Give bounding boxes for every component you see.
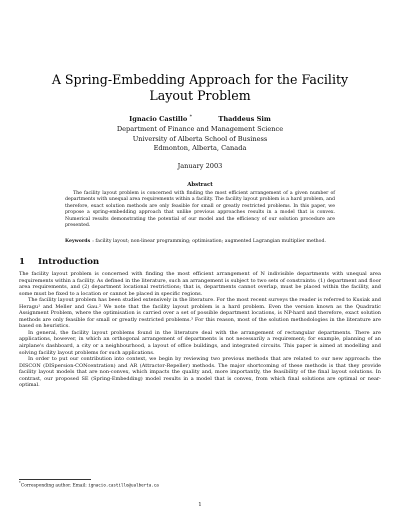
author-1-marker: * <box>189 114 193 120</box>
author-1-name: Ignacio Castillo <box>129 115 188 124</box>
paragraph-2: The facility layout problem has been studied extensively in the literature. For the most recent surveys the reader is referred to Kusiak and Heragu¹ and Meller and Gau.² We note that the facility layout problem is a hard problem. Even the version known as the Quadratic Assignment Problem, where the optimisation is carried over a set of possible department locations, is NP-hard and therefore, exact solution methods are only feasible for small or greatly restricted problems.³ For this reason, most of the solution methodologies in the literature are based on heuristics. <box>19 297 381 330</box>
keywords-label: Keywords <box>65 239 91 244</box>
body-text <box>19 271 381 389</box>
section-heading <box>19 257 99 267</box>
paragraph-3: In general, the facility layout problems found in the literature deal with the arrangement of rectangular departments. There are applications, however, in which an orthogonal arrangement of departments is not necessarily a requirement; for example, planning of an airplane's dashboard, a city or a neighbourhood, a layout of office buildings, and integrated circuits. This paper is aimed at modelling and solving facility layout problems for such applications. <box>19 329 381 356</box>
author-2: Thaddeus Sim <box>218 115 271 124</box>
paper-title: A Spring-Embedding Approach for the Facility Layout Problem <box>51 72 349 103</box>
footnote-rule <box>19 479 91 480</box>
abstract-text: The facility layout problem is concerned with finding the most efficient arrangement of a given number of departments with unequal area requirements within a facility. The facility layout problem is a hard problem, and therefore, exact solution methods are only feasible for small or greatly restricted problems. In this paper, we propose a spring-embedding approach that unlike previous approaches results in a model that is convex. Numerical results demonstrating the potential of our model and the efficiency of our solution procedure are presented. <box>65 191 335 229</box>
author-names <box>0 113 400 124</box>
paper-date: January 2003 <box>177 162 223 170</box>
keywords-text: facility layout; non-linear programming; optimisation; augmented Lagrangian multiplier method. <box>95 239 326 244</box>
affiliation-line-2: University of Alberta School of Business <box>132 134 268 143</box>
footnote <box>19 481 381 489</box>
author-block <box>0 113 400 154</box>
keywords-line: Keywords : facility layout; non-linear programming; optimisation; augmented Lagrangian multiplier method. <box>65 239 326 244</box>
section-title: Introduction <box>37 257 100 267</box>
page-number: 1 <box>198 502 202 508</box>
author-1 <box>129 115 192 123</box>
paragraph-4: In order to put our contribution into context, we begin by reviewing two previous methods that are related to our new approach: the DISCON (DISpersion-CONcentration) and AR (Attractor-Repeller) methods. The major shortcoming of these methods is that they provide facility layout models that are non-convex, which impacts the quality and, more importantly, the feasibility of the final layout solutions. In contrast, our proposed SE (Spring-Embedding) model results in a model that is convex, from which final solutions are optimal or near-optimal. <box>19 356 381 389</box>
footnote-marker: * <box>19 481 21 485</box>
section-number: 1 <box>19 257 25 267</box>
abstract-heading: Abstract <box>187 182 213 188</box>
paragraph-1: The facility layout problem is concerned with finding the most efficient arrangement of N indivisible departments with unequal area requirements within a facility. As defined in the literature, such an arrangement is subject to two sets of constraints: (1) department and floor area requirements, and (2) department locational restrictions; that is, departments cannot overlap, must be placed within the facility, and some must be fixed to a location or cannot be placed in specific regions. <box>19 271 381 297</box>
affiliation-line-1: Department of Finance and Management Science <box>116 125 284 134</box>
footnote-text: Corresponding author. Email: <box>20 483 87 489</box>
affiliation-line-3: Edmonton, Alberta, Canada <box>153 144 247 153</box>
footnote-email: ignacio.castillo@ualberta.ca <box>88 482 159 488</box>
